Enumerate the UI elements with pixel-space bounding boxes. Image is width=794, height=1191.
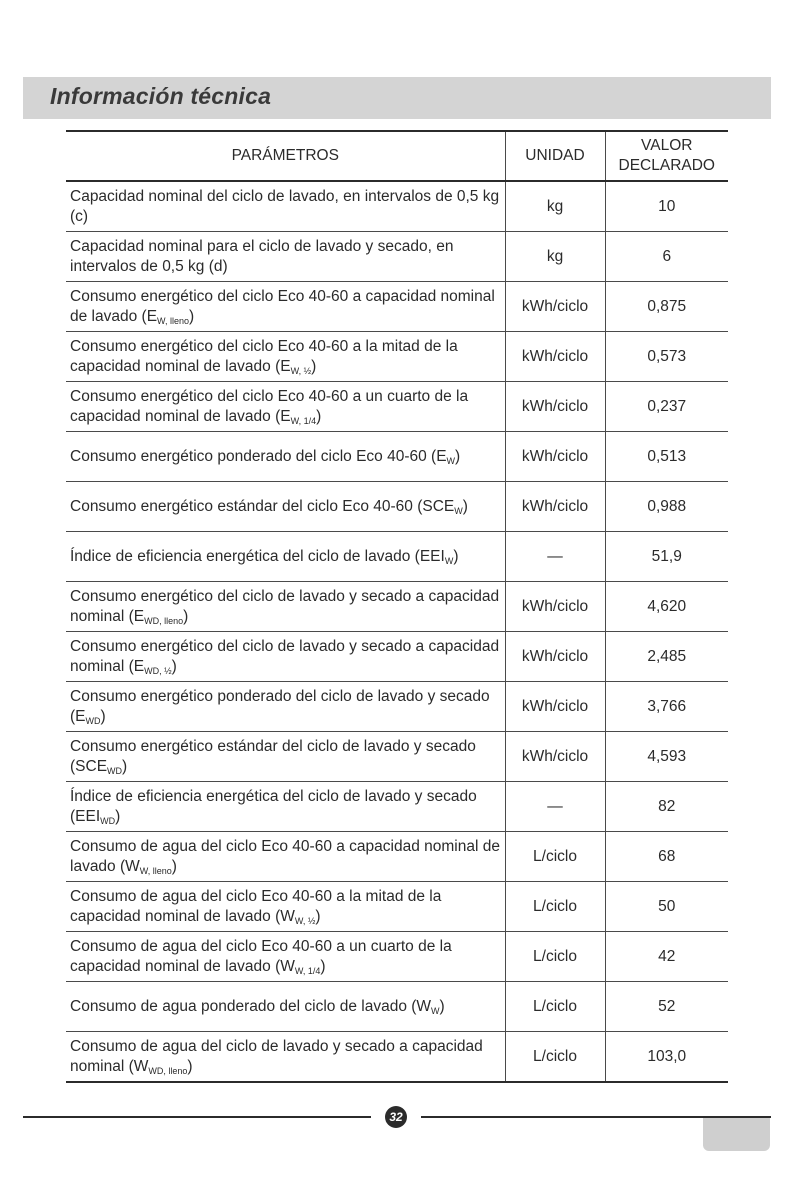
param-tail: ) (187, 1057, 193, 1075)
unit-cell: kWh/ciclo (505, 332, 605, 382)
param-tail: ) (122, 757, 128, 775)
value-cell: 0,875 (605, 282, 728, 332)
table-row (66, 232, 728, 282)
param-text: Consumo energético ponderado del ciclo Eco 40-60 (E (70, 447, 447, 465)
param-subscript: WD, ½ (144, 665, 172, 676)
param-subscript: W, ½ (294, 915, 316, 926)
table-row (66, 732, 728, 782)
header-value-line2: DECLARADO (618, 157, 715, 174)
section-title: Información técnica (50, 83, 272, 109)
value-cell: 103,0 (605, 1032, 728, 1083)
param-tail: ) (189, 307, 195, 325)
param-text: Consumo energético del ciclo de lavado y secado a capacidad nominal (E (70, 637, 500, 675)
param-text: Consumo energético ponderado del ciclo de lavado y secado (E (70, 687, 490, 725)
unit-cell: L/ciclo (505, 832, 605, 882)
param-subscript: WD (107, 765, 123, 776)
table-row (66, 382, 728, 432)
unit-cell: kWh/ciclo (505, 432, 605, 482)
param-cell (66, 181, 505, 232)
param-text: Consumo de agua del ciclo Eco 40-60 a capacidad nominal de lavado (W (70, 837, 500, 875)
param-cell (66, 1032, 505, 1083)
param-subscript: W (454, 505, 463, 516)
param-subscript: W, 1/4 (290, 415, 317, 426)
param-tail: ) (439, 997, 445, 1015)
value-cell: 50 (605, 882, 728, 932)
table-row (66, 932, 728, 982)
param-subscript: W, lleno (139, 865, 172, 876)
param-text: Consumo energético del ciclo Eco 40-60 a un cuarto de la capacidad nominal de lavado (E (70, 387, 469, 425)
unit-cell: L/ciclo (505, 1032, 605, 1083)
value-cell: 0,573 (605, 332, 728, 382)
header-value-line1: VALOR (641, 137, 693, 154)
section-title-bar (23, 77, 771, 119)
table-row (66, 282, 728, 332)
footer-rule-left (23, 1116, 371, 1118)
param-text: Consumo de agua del ciclo Eco 40-60 a la mitad de la capacidad nominal de lavado (W (70, 887, 442, 925)
table-row (66, 482, 728, 532)
table-row (66, 782, 728, 832)
param-cell (66, 332, 505, 382)
param-tail: ) (462, 497, 468, 515)
param-cell (66, 782, 505, 832)
value-cell: 3,766 (605, 682, 728, 732)
value-cell: 0,513 (605, 432, 728, 482)
param-cell (66, 282, 505, 332)
page-number: 32 (385, 1106, 407, 1128)
table-row (66, 982, 728, 1032)
table-row (66, 532, 728, 582)
param-subscript: W (431, 1005, 440, 1016)
table-row (66, 432, 728, 482)
param-cell (66, 682, 505, 732)
param-subscript: W, 1/4 (294, 965, 321, 976)
param-subscript: WD (85, 715, 101, 726)
value-cell: 4,620 (605, 582, 728, 632)
table-row (66, 682, 728, 732)
param-text: Índice de eficiencia energética del ciclo de lavado y secado (EEI (70, 787, 477, 825)
param-tail: ) (316, 407, 322, 425)
param-text: Capacidad nominal para el ciclo de lavado y secado, en intervalos de 0,5 kg (d) (70, 237, 454, 275)
value-cell: 0,237 (605, 382, 728, 432)
unit-cell: kWh/ciclo (505, 732, 605, 782)
param-cell (66, 732, 505, 782)
value-cell: 2,485 (605, 632, 728, 682)
param-cell (66, 532, 505, 582)
value-cell: 52 (605, 982, 728, 1032)
unit-cell: kg (505, 181, 605, 232)
unit-cell: — (505, 532, 605, 582)
header-param: PARÁMETROS (66, 131, 505, 181)
table-body (66, 181, 728, 1082)
param-cell (66, 932, 505, 982)
param-text: Consumo de agua del ciclo Eco 40-60 a un cuarto de la capacidad nominal de lavado (W (70, 937, 452, 975)
param-tail: ) (171, 657, 177, 675)
param-subscript: W, lleno (157, 315, 190, 326)
param-text: Consumo energético del ciclo de lavado y secado a capacidad nominal (E (70, 587, 500, 625)
unit-cell: L/ciclo (505, 982, 605, 1032)
unit-cell: kWh/ciclo (505, 382, 605, 432)
value-cell: 82 (605, 782, 728, 832)
param-subscript: W (444, 555, 454, 566)
param-tail: ) (453, 547, 459, 565)
param-text: Índice de eficiencia energética del ciclo de lavado (EEI (70, 547, 445, 565)
value-cell: 4,593 (605, 732, 728, 782)
header-value (605, 131, 728, 181)
param-tail: ) (455, 447, 461, 465)
param-text: Consumo de agua ponderado del ciclo de lavado (W (70, 997, 432, 1015)
param-text: Consumo de agua del ciclo de lavado y secado a capacidad nominal (W (70, 1037, 483, 1075)
unit-cell: kWh/ciclo (505, 482, 605, 532)
table-row (66, 632, 728, 682)
param-cell (66, 832, 505, 882)
param-subscript: WD, lleno (148, 1065, 188, 1076)
unit-cell: kWh/ciclo (505, 682, 605, 732)
param-text: Capacidad nominal del ciclo de lavado, en intervalos de 0,5 kg (c) (70, 187, 500, 225)
param-tail: ) (183, 607, 189, 625)
table-row (66, 832, 728, 882)
technical-info-table (66, 130, 728, 1083)
header-unit: UNIDAD (505, 131, 605, 181)
param-subscript: W, ½ (290, 365, 312, 376)
param-text: Consumo energético estándar del ciclo Eco 40-60 (SCE (70, 497, 455, 515)
param-tail: ) (311, 357, 317, 375)
param-cell (66, 382, 505, 432)
param-tail: ) (315, 907, 321, 925)
value-cell: 68 (605, 832, 728, 882)
value-cell: 6 (605, 232, 728, 282)
param-tail: ) (100, 707, 106, 725)
param-cell (66, 882, 505, 932)
param-tail: ) (171, 857, 177, 875)
unit-cell: kg (505, 232, 605, 282)
value-cell: 10 (605, 181, 728, 232)
table-row (66, 332, 728, 382)
unit-cell: kWh/ciclo (505, 582, 605, 632)
table-header-row (66, 131, 728, 181)
unit-cell: — (505, 782, 605, 832)
param-text: Consumo energético estándar del ciclo de lavado y secado (SCE (70, 737, 476, 775)
value-cell: 51,9 (605, 532, 728, 582)
param-tail: ) (115, 807, 121, 825)
table-row (66, 181, 728, 232)
param-cell (66, 632, 505, 682)
param-text: Consumo energético del ciclo Eco 40-60 a la mitad de la capacidad nominal de lavado (E (70, 337, 458, 375)
param-text: Consumo energético del ciclo Eco 40-60 a capacidad nominal de lavado (E (70, 287, 495, 325)
param-cell (66, 582, 505, 632)
param-cell (66, 232, 505, 282)
value-cell: 0,988 (605, 482, 728, 532)
unit-cell: kWh/ciclo (505, 282, 605, 332)
param-subscript: WD (100, 815, 116, 826)
table-row (66, 582, 728, 632)
param-cell (66, 982, 505, 1032)
unit-cell: kWh/ciclo (505, 632, 605, 682)
value-cell: 42 (605, 932, 728, 982)
table-row (66, 1032, 728, 1083)
unit-cell: L/ciclo (505, 882, 605, 932)
param-cell (66, 432, 505, 482)
corner-tab (703, 1118, 770, 1151)
param-tail: ) (320, 957, 326, 975)
unit-cell: L/ciclo (505, 932, 605, 982)
param-cell (66, 482, 505, 532)
table-row (66, 882, 728, 932)
param-subscript: W (446, 455, 456, 466)
param-subscript: WD, lleno (144, 615, 184, 626)
